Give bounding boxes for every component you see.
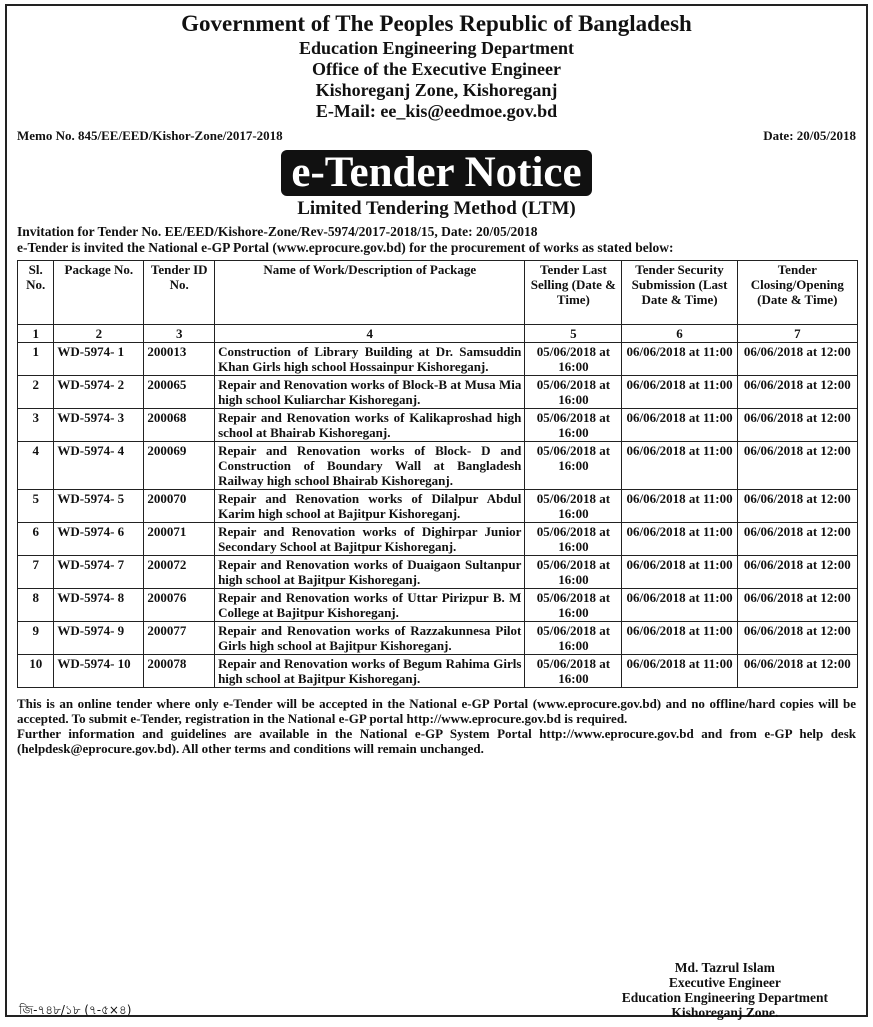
cell-tender-id: 200069	[144, 442, 215, 490]
cell-security: 06/06/2018 at 11:00	[622, 409, 737, 442]
signatory-department: Education Engineering Department	[621, 990, 828, 1005]
cell-selling: 05/06/2018 at 16:00	[525, 556, 622, 589]
cell-security: 06/06/2018 at 11:00	[622, 442, 737, 490]
cell-package: WD-5974- 6	[54, 523, 144, 556]
cell-closing: 06/06/2018 at 12:00	[737, 409, 857, 442]
table-row	[18, 523, 858, 556]
table-row	[18, 589, 858, 622]
cell-security: 06/06/2018 at 11:00	[622, 622, 737, 655]
cell-closing: 06/06/2018 at 12:00	[737, 490, 857, 523]
cell-closing: 06/06/2018 at 12:00	[737, 589, 857, 622]
table-row	[18, 442, 858, 490]
cell-package: WD-5974- 3	[54, 409, 144, 442]
header-closing: Tender Closing/Opening (Date & Time)	[737, 261, 857, 325]
letterhead	[7, 10, 866, 122]
header-sl: Sl. No.	[18, 261, 54, 325]
invitation-line-2: e-Tender is invited the National e-GP Portal (www.eprocure.gov.bd) for the procurement of works as stated below:	[17, 240, 674, 255]
cell-closing: 06/06/2018 at 12:00	[737, 442, 857, 490]
cell-selling: 05/06/2018 at 16:00	[525, 376, 622, 409]
cell-selling: 05/06/2018 at 16:00	[525, 523, 622, 556]
cell-security: 06/06/2018 at 11:00	[622, 343, 737, 376]
cell-description: Repair and Renovation works of Razzakunnesa Pilot Girls high school at Bajitpur Kishoreganj.	[215, 622, 525, 655]
cell-closing: 06/06/2018 at 12:00	[737, 622, 857, 655]
table-row	[18, 556, 858, 589]
cell-package: WD-5974- 1	[54, 343, 144, 376]
table-row	[18, 409, 858, 442]
signatory-title: Executive Engineer	[668, 975, 781, 990]
cell-description: Repair and Renovation works of Block-B at Musa Mia high school Kuliarchar Kishoreganj.	[215, 376, 525, 409]
table-header-row	[18, 261, 858, 325]
cell-security: 06/06/2018 at 11:00	[622, 556, 737, 589]
cell-sl: 7	[18, 556, 54, 589]
cell-sl: 8	[18, 589, 54, 622]
cell-closing: 06/06/2018 at 12:00	[737, 376, 857, 409]
cell-tender-id: 200013	[144, 343, 215, 376]
cell-closing: 06/06/2018 at 12:00	[737, 523, 857, 556]
cell-package: WD-5974- 2	[54, 376, 144, 409]
col-number: 7	[737, 325, 857, 343]
department-name: Education Engineering Department	[298, 38, 574, 58]
memo-number: Memo No. 845/EE/EED/Kishor-Zone/2017-2018	[17, 128, 283, 143]
cell-selling: 05/06/2018 at 16:00	[525, 490, 622, 523]
col-number: 5	[525, 325, 622, 343]
government-title: Government of The Peoples Republic of Bangladesh	[181, 11, 692, 36]
signatory-zone: Kishoreganj Zone.	[671, 1005, 779, 1020]
cell-package: WD-5974- 8	[54, 589, 144, 622]
zone-name: Kishoreganj Zone, Kishoreganj	[315, 80, 558, 100]
cell-description: Repair and Renovation works of Dighirpar Junior Secondary School at Bajitpur Kishoreganj.	[215, 523, 525, 556]
cell-package: WD-5974- 5	[54, 490, 144, 523]
table-row	[18, 343, 858, 376]
table-row	[18, 622, 858, 655]
col-number: 4	[215, 325, 525, 343]
cell-selling: 05/06/2018 at 16:00	[525, 655, 622, 688]
header-security: Tender Security Submission (Last Date & Time)	[622, 261, 737, 325]
col-number: 3	[144, 325, 215, 343]
cell-tender-id: 200065	[144, 376, 215, 409]
notice-banner	[7, 150, 866, 196]
cell-tender-id: 200076	[144, 589, 215, 622]
memo-date: Date: 20/05/2018	[763, 128, 856, 143]
cell-selling: 05/06/2018 at 16:00	[525, 622, 622, 655]
footer-note-2: Further information and guidelines are available in the National e-GP System Portal http://www.eprocure.gov.bd and from e-GP help desk (helpdesk@eprocure.gov.bd). All other terms and conditions will remain unchanged.	[17, 726, 856, 756]
cell-closing: 06/06/2018 at 12:00	[737, 655, 857, 688]
cell-description: Repair and Renovation works of Kalikaproshad high school at Bhairab Kishoreganj.	[215, 409, 525, 442]
cell-description: Construction of Library Building at Dr. Samsuddin Khan Girls high school Hossainpur Kishoreganj.	[215, 343, 525, 376]
cell-security: 06/06/2018 at 11:00	[622, 523, 737, 556]
cell-closing: 06/06/2018 at 12:00	[737, 343, 857, 376]
cell-description: Repair and Renovation works of Dilalpur Abdul Karim high school at Bajitpur Kishoreganj.	[215, 490, 525, 523]
cell-sl: 1	[18, 343, 54, 376]
cell-sl: 3	[18, 409, 54, 442]
table-row	[18, 376, 858, 409]
tender-table	[17, 260, 858, 688]
cell-security: 06/06/2018 at 11:00	[622, 655, 737, 688]
table-row	[18, 490, 858, 523]
cell-sl: 2	[18, 376, 54, 409]
cell-tender-id: 200072	[144, 556, 215, 589]
col-number: 6	[622, 325, 737, 343]
footer-note-1: This is an online tender where only e-Tender will be accepted in the National e-GP Portal (www.eprocure.gov.bd) and no offline/hard copies will be accepted. To submit e-Tender, registration in the National e-GP portal http://www.eprocure.gov.bd is required.	[17, 696, 856, 726]
tender-notice-page	[5, 4, 868, 1020]
cell-selling: 05/06/2018 at 16:00	[525, 409, 622, 442]
cell-sl: 9	[18, 622, 54, 655]
footer-notes	[7, 696, 866, 756]
invitation-text	[7, 224, 866, 256]
cell-package: WD-5974- 7	[54, 556, 144, 589]
cell-sl: 4	[18, 442, 54, 490]
cell-tender-id: 200071	[144, 523, 215, 556]
cell-sl: 6	[18, 523, 54, 556]
col-number: 1	[18, 325, 54, 343]
cell-security: 06/06/2018 at 11:00	[622, 490, 737, 523]
invitation-line-1: Invitation for Tender No. EE/EED/Kishore-Zone/Rev-5974/2017-2018/15, Date: 20/05/2018	[17, 224, 538, 239]
cell-security: 06/06/2018 at 11:00	[622, 589, 737, 622]
tendering-method: Limited Tendering Method (LTM)	[297, 198, 576, 219]
header-description: Name of Work/Description of Package	[215, 261, 525, 325]
cell-tender-id: 200068	[144, 409, 215, 442]
email-line: E-Mail: ee_kis@eedmoe.gov.bd	[315, 101, 558, 121]
table-body	[18, 343, 858, 688]
publication-code: জি-৭৪৮/১৮ (৭-৫×৪)	[19, 1003, 132, 1017]
cell-selling: 05/06/2018 at 16:00	[525, 343, 622, 376]
cell-selling: 05/06/2018 at 16:00	[525, 442, 622, 490]
cell-description: Repair and Renovation works of Uttar Pirizpur B. M College at Bajitpur Kishoreganj.	[215, 589, 525, 622]
col-number: 2	[54, 325, 144, 343]
cell-sl: 10	[18, 655, 54, 688]
header-package: Package No.	[54, 261, 144, 325]
cell-closing: 06/06/2018 at 12:00	[737, 556, 857, 589]
header-tender-id: Tender ID No.	[144, 261, 215, 325]
cell-package: WD-5974- 4	[54, 442, 144, 490]
header-selling: Tender Last Selling (Date & Time)	[525, 261, 622, 325]
office-name: Office of the Executive Engineer	[312, 59, 561, 79]
cell-description: Repair and Renovation works of Begum Rahima Girls high school at Bajitpur Kishoreganj.	[215, 655, 525, 688]
cell-tender-id: 200077	[144, 622, 215, 655]
cell-tender-id: 200070	[144, 490, 215, 523]
cell-tender-id: 200078	[144, 655, 215, 688]
cell-security: 06/06/2018 at 11:00	[622, 376, 737, 409]
cell-sl: 5	[18, 490, 54, 523]
signatory-name: Md. Tazrul Islam	[674, 960, 775, 975]
cell-description: Repair and Renovation works of Duaigaon Sultanpur high school at Bajitpur Kishoreganj.	[215, 556, 525, 589]
signature-block	[622, 960, 828, 1020]
column-number-row	[18, 325, 858, 343]
cell-description: Repair and Renovation works of Block- D and Construction of Boundary Wall at Bangladesh Railway high school Bhairab Kishoreganj.	[215, 442, 525, 490]
notice-title: e-Tender Notice	[281, 150, 591, 196]
table-row	[18, 655, 858, 688]
cell-selling: 05/06/2018 at 16:00	[525, 589, 622, 622]
cell-package: WD-5974- 9	[54, 622, 144, 655]
memo-row	[7, 128, 866, 144]
cell-package: WD-5974- 10	[54, 655, 144, 688]
